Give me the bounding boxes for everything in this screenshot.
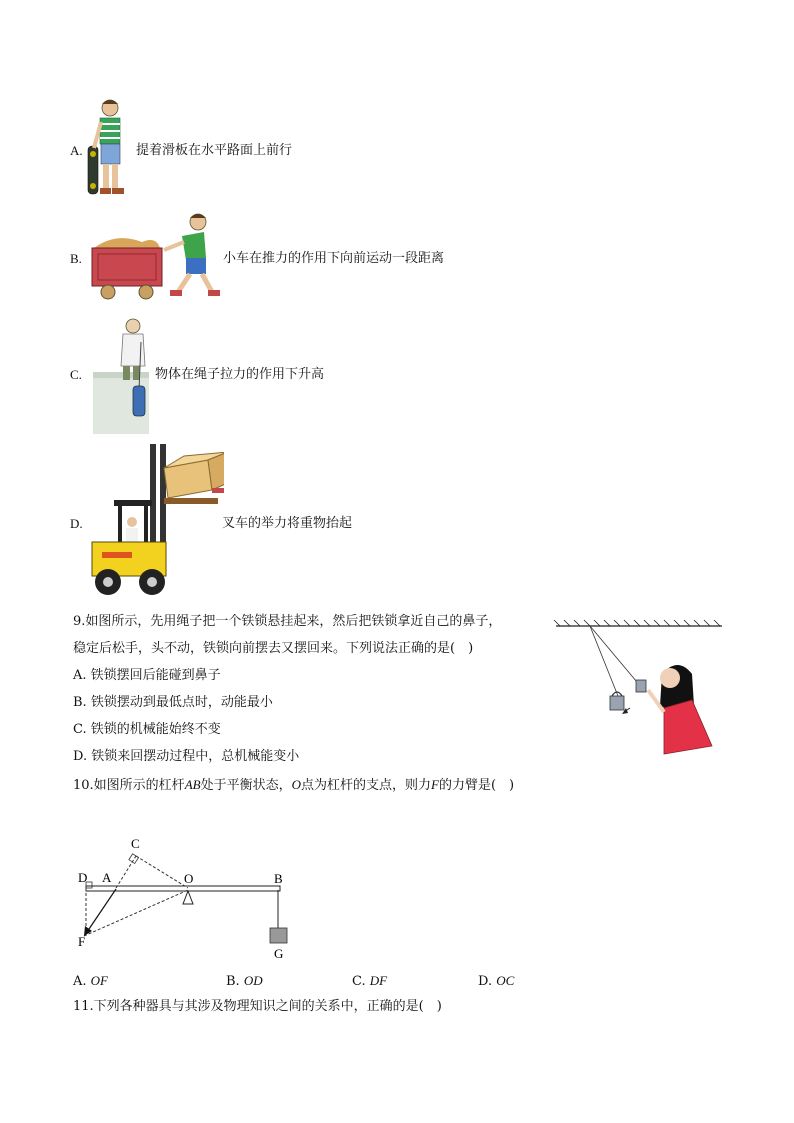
option-c-text: 物体在绳子拉力的作用下升高 xyxy=(155,367,325,382)
q10-stem-a: 10.如图所示的杠杆 xyxy=(73,778,185,793)
option-a-letter: A. xyxy=(70,143,83,158)
label-c: C xyxy=(131,836,140,851)
q10-choice-b: B. OD xyxy=(226,973,263,989)
q9-stem-line1: 9.如图所示，先用绳子把一个铁锁悬挂起来，然后把铁锁拿近自己的鼻子， xyxy=(73,614,502,629)
option-d-text: 叉车的举力将重物抬起 xyxy=(222,516,353,531)
q9-choice-a: A. 铁锁摆回后能碰到鼻子 xyxy=(73,668,221,683)
q9-stem-line2: 稳定后松手，头不动，铁锁向前摆去又摆回来。下列说法正确的是( ) xyxy=(73,641,474,656)
option-d-letter: D. xyxy=(70,516,83,531)
q10-stem-c: 点为杠杆的支点，则力 xyxy=(300,778,431,793)
q9-choice-b: B. 铁锁摆动到最低点时，动能最小 xyxy=(73,695,273,710)
q10-stem-ab: AB xyxy=(184,777,201,792)
q10-choice-a: A. OF xyxy=(73,973,109,989)
label-b: B xyxy=(274,871,283,886)
q10-stem-b: 处于平衡状态， xyxy=(200,778,292,793)
label-a: A xyxy=(102,870,112,885)
q10-choice-c: C. DF xyxy=(352,973,388,989)
option-b-text: 小车在推力的作用下向前运动一段距离 xyxy=(223,251,445,266)
label-o: O xyxy=(184,871,194,886)
forklift-lifting-box-illustration xyxy=(88,442,224,598)
lever-diagram xyxy=(70,832,300,964)
option-c-letter: C. xyxy=(70,367,82,382)
label-f: F xyxy=(78,934,86,949)
q9-choice-d: D. 铁锁来回摆动过程中，总机械能变小 xyxy=(73,749,300,764)
q10-stem-o: O xyxy=(291,777,301,792)
label-g: G xyxy=(274,946,284,961)
q9-choice-c: C. 铁锁的机械能始终不变 xyxy=(73,722,221,737)
q11-stem: 11.下列各种器具与其涉及物理知识之间的关系中，正确的是( ) xyxy=(73,999,442,1014)
option-a-text: 提着滑板在水平路面上前行 xyxy=(136,143,293,158)
label-d: D xyxy=(78,870,88,885)
man-lifting-bottle-with-rope-illustration xyxy=(93,316,157,434)
boy-pushing-cart-illustration xyxy=(86,212,224,302)
boy-carrying-skateboard-illustration xyxy=(80,96,136,204)
q10-stem xyxy=(73,776,514,795)
q10-choice-d: D. OC xyxy=(478,973,515,989)
q10-stem-d: 的力臂是( ) xyxy=(438,778,515,793)
option-b-letter: B. xyxy=(70,251,82,266)
q10-stem-f: F xyxy=(431,777,439,792)
pendulum-lock-girl-illustration xyxy=(552,616,726,758)
